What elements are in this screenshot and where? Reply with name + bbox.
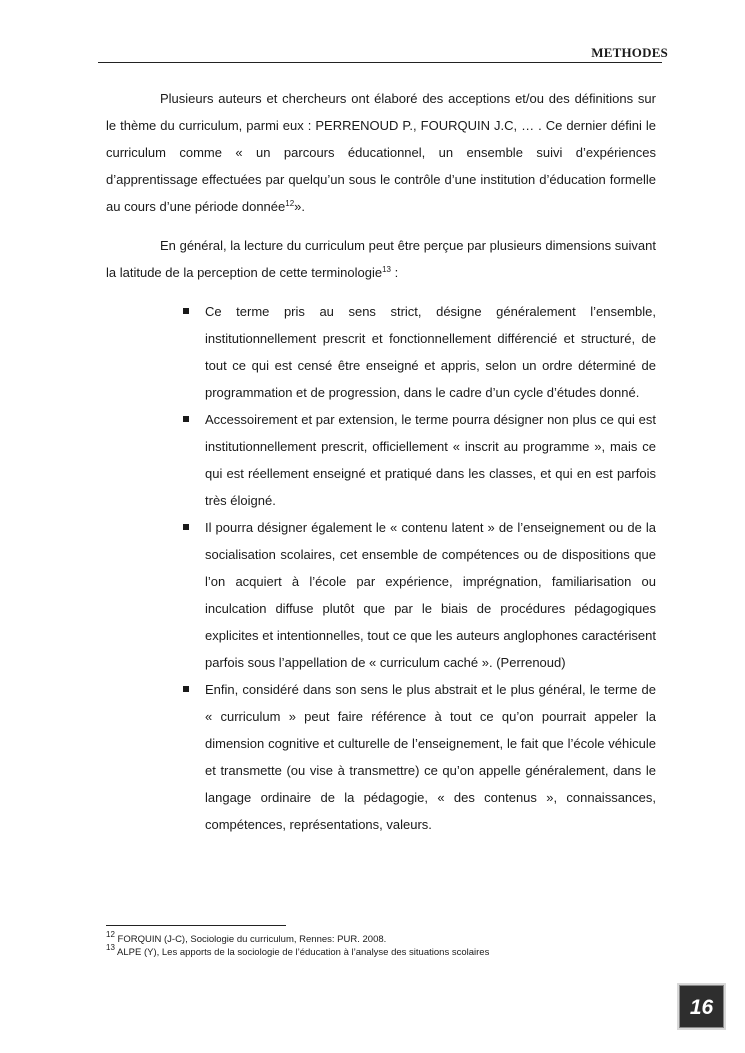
- list-item: [205, 406, 656, 514]
- square-bullet-icon: [183, 686, 189, 692]
- list-item-text: Enfin, considéré dans son sens le plus abstrait et le plus général, le terme de « curriculum » peut faire référence à tout ce qu’on pourrait appeler la dimension cognitive et culturelle de l’enseignement, le fait que l’école véhicule et transmette (ou vise à transmettre) ce qu’on appelle généralement, dans le langage ordinaire de la pédagogie, « des contenus », connaissances, compétences, représentations, valeurs.: [205, 682, 656, 832]
- list-item: [205, 298, 656, 406]
- list-item: [205, 676, 656, 838]
- footnote-text: FORQUIN (J-C), Sociologie du curriculum, Rennes: PUR. 2008.: [114, 934, 387, 945]
- footnote: [106, 943, 666, 959]
- paragraph-text: Plusieurs auteurs et chercheurs ont élaboré des acceptions et/ou des définitions sur le thème du curriculum, parmi eux : PERRENOUD P., FOURQUIN J.C, … . Ce dernier défini le curriculum comme « un parcours éducationnel, un ensemble suivi d’expériences d’apprentissage effectuées par quelqu’un sous le contrôle d’une institution d’éducation formelle au cours d’une période donnée: [106, 91, 656, 214]
- paragraph: [106, 85, 656, 220]
- square-bullet-icon: [183, 416, 189, 422]
- bullet-list: [106, 298, 656, 838]
- footnote-number: 13: [106, 943, 115, 952]
- list-item: [205, 514, 656, 676]
- footnotes: [106, 930, 666, 959]
- footnote: [106, 930, 666, 946]
- list-item-text: Accessoirement et par extension, le terme pourra désigner non plus ce qui est institutionnellement prescrit, officiellement « inscrit au programme », mais ce qui est réellement enseigné et pratiqué dans les classes, et qui en est parfois très éloigné.: [205, 412, 656, 508]
- paragraph: [106, 232, 656, 286]
- footnote-rule: [106, 925, 286, 926]
- footnote-ref: 13: [382, 265, 391, 274]
- paragraph-text: En général, la lecture du curriculum peut être perçue par plusieurs dimensions suivant la latitude de la perception de cette terminologie: [106, 238, 656, 280]
- list-item-text: Il pourra désigner également le « contenu latent » de l’enseignement ou de la socialisation scolaires, cet ensemble de compétences ou de dispositions que l’on acquiert à l’école par expérience, imprégnation, familiarisation ou inculcation diffuse plutôt que par le biais de procédures pédagogiques explicites et intentionnelles, tout ce que les auteurs anglophones caractérisent parfois sous l’appellation de « curriculum caché ». (Perrenoud): [205, 520, 656, 670]
- footnote-number: 12: [106, 930, 115, 939]
- header-title: METHODES: [591, 45, 668, 60]
- footnote-ref: 12: [285, 199, 295, 208]
- body-text: [106, 85, 656, 838]
- footnote-text: ALPE (Y), Les apports de la sociologie de l’éducation à l’analyse des situations scolaires: [114, 947, 490, 958]
- list-item-text: Ce terme pris au sens strict, désigne généralement l’ensemble, institutionnellement prescrit et fonctionnellement différencié et structuré, de tout ce qui est censé être enseigné et appris, selon un ordre déterminé de programmation et de progression, dans le cadre d’un cycle d’études donné.: [205, 304, 656, 400]
- square-bullet-icon: [183, 524, 189, 530]
- paragraph-tail: ».: [294, 199, 306, 214]
- page-number-badge: 16: [679, 985, 724, 1028]
- header-rule: [98, 62, 662, 63]
- paragraph-tail: :: [390, 265, 399, 280]
- square-bullet-icon: [183, 308, 189, 314]
